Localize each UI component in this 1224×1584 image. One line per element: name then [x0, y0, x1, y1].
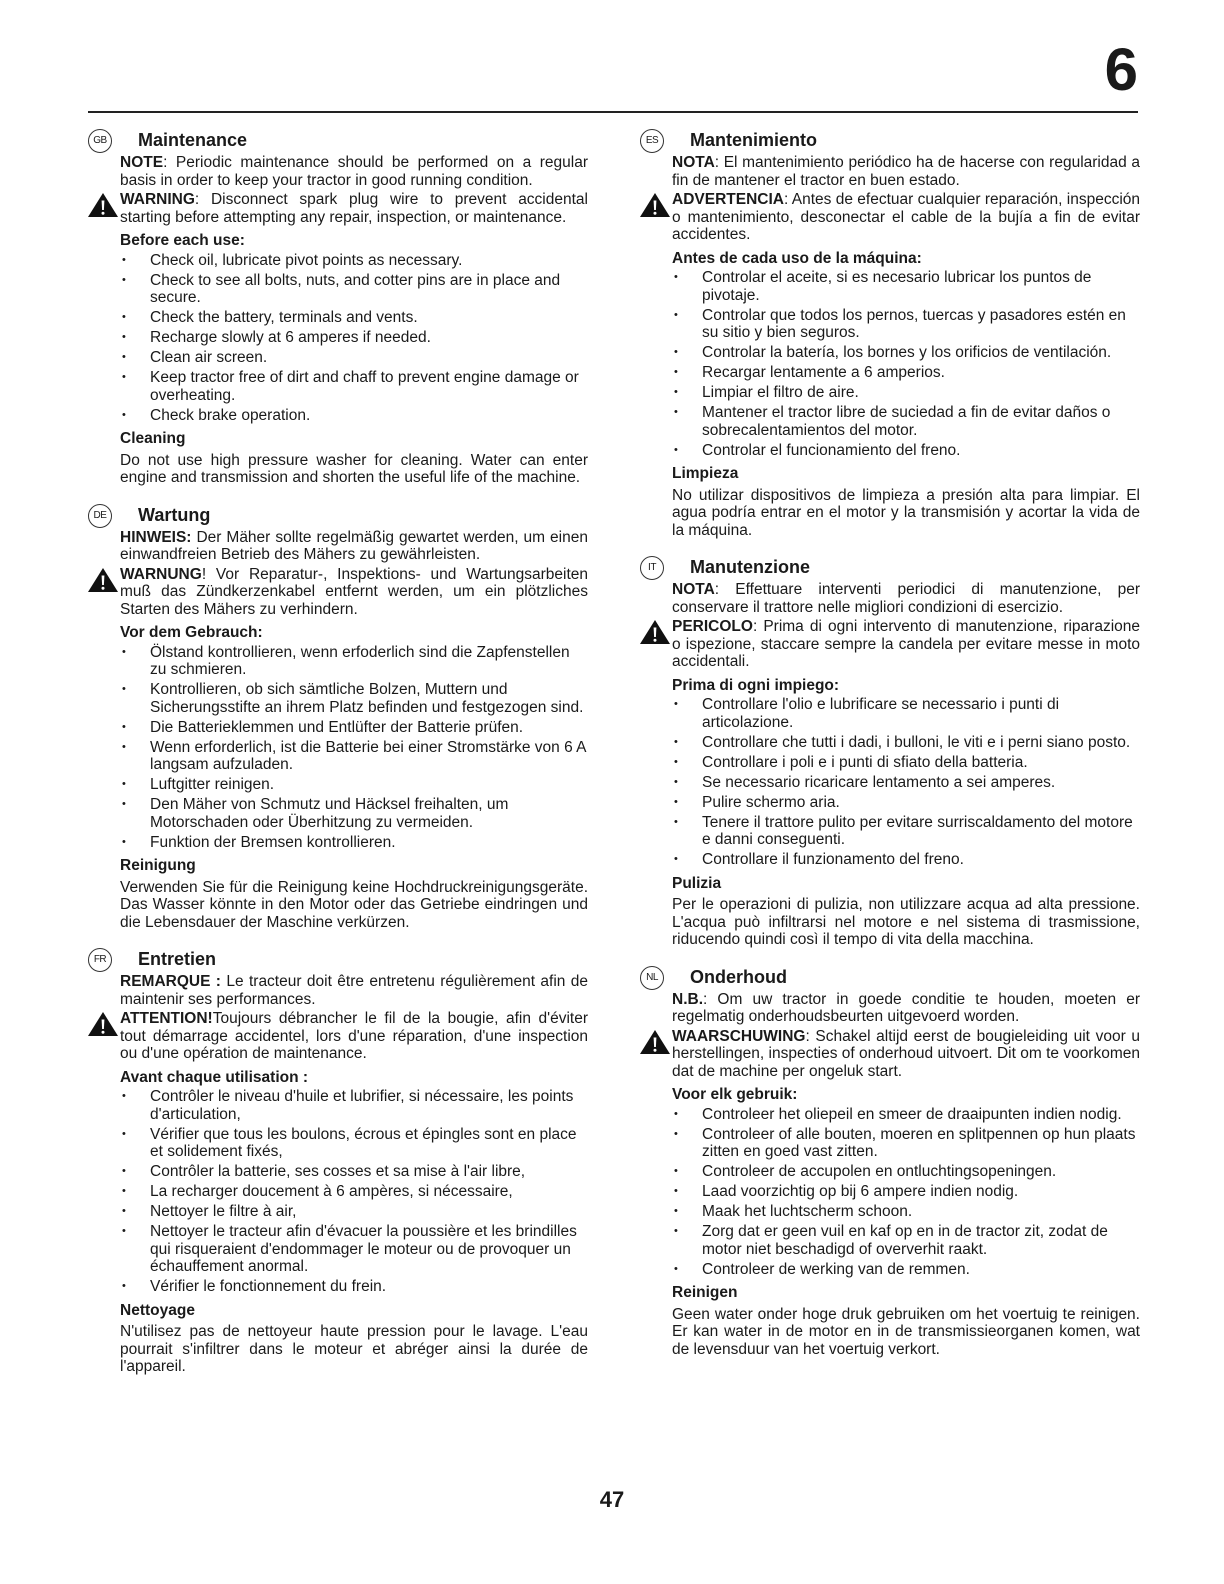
cleaning-text: Per le operazioni di pulizia, non utilizzare acqua ad alta pressione. L'acqua può infiltrarsi nel motore e nel sistema di trasmissione, riducendo quindi così il tempo di vita della macchina.: [672, 896, 1140, 948]
checklist-item: • Luftgitter reinigen.: [120, 776, 588, 794]
checklist: [120, 252, 588, 425]
checklist-item: • Controleer of alle bouten, moeren en splitpennen op hun plaats zitten en goed vast zitten.: [672, 1126, 1140, 1161]
section-it: [640, 555, 1140, 949]
warning-paragraph: [672, 618, 1140, 671]
warning-text: ! Vor Reparatur-, Inspektions- und Wartungsarbeiten muß das Zündkerzenkabel entfernt werden, um ein plötzliches Starten des Mähers zu verhindern.: [120, 565, 588, 618]
page-number: 6: [1104, 36, 1138, 103]
checklist: [120, 1088, 588, 1296]
checklist-item: • Recargar lentamente a 6 amperios.: [672, 364, 1140, 382]
checklist-item: • Maak het luchtscherm schoon.: [672, 1203, 1140, 1221]
language-badge: FR: [88, 948, 112, 972]
checklist-item: • Pulire schermo aria.: [672, 794, 1140, 812]
language-badge: NL: [640, 966, 664, 990]
checklist-item: • Mantener el tractor libre de suciedad a fin de evitar daños o sobrecalentamientos del motor.: [672, 404, 1140, 439]
cleaning-text: Geen water onder hoge druk gebruiken om het voertuig te reinigen. Er kan water in de motor en in de transmissieorganen komen, wat de levensduur van het voertuig verkort.: [672, 1305, 1140, 1358]
checklist-item: • Funktion der Bremsen kontrollieren.: [120, 834, 588, 852]
right-column: [640, 128, 1140, 1374]
checklist-item: • Zorg dat er geen vuil en kaf op en in de tractor zit, zodat de motor niet beschadigd of oververhit raakt.: [672, 1223, 1140, 1258]
checklist-item: • Controllare che tutti i dadi, i bulloni, le viti e i perni siano posto.: [672, 734, 1140, 752]
section-title: Onderhoud: [690, 966, 787, 987]
note-label: NOTA: [672, 581, 715, 598]
section-header: [88, 947, 588, 973]
warning-icon: [87, 192, 119, 218]
cleaning-heading: Pulizia: [672, 874, 722, 892]
cleaning-text: N'utilisez pas de nettoyeur haute pression pour le lavage. L'eau pourrait s'infiltrer dans le moteur et abréger ainsi la durée de l'appareil.: [120, 1323, 588, 1375]
note-paragraph: [120, 154, 588, 189]
checklist-item: • Controllare i poli e i punti di sfiato della batteria.: [672, 754, 1140, 772]
before-use-heading: Before each use:: [120, 232, 245, 249]
warning-label: PERICOLO: [672, 618, 753, 635]
section-gb: [88, 128, 588, 487]
section-body: [120, 154, 588, 487]
checklist-item: • Controlar el funcionamiento del freno.: [672, 442, 1140, 460]
section-body: [120, 529, 588, 932]
checklist-item: • Den Mäher von Schmutz und Häcksel freihalten, um Motorschaden oder Überhitzung zu vermeiden.: [120, 796, 588, 831]
section-body: [120, 973, 588, 1376]
warning-icon: [639, 619, 671, 645]
note-text: Le tracteur doit être entretenu régulièrement afin de maintenir ses performances.: [120, 973, 589, 1008]
warning-icon: [639, 192, 671, 218]
warning-label: ATTENTION!: [120, 1010, 213, 1027]
checklist-item: • Controllare l'olio e lubrificare se necessario i punti di articolazione.: [672, 696, 1140, 731]
section-title: Wartung: [138, 504, 211, 525]
warning-paragraph: [120, 191, 588, 226]
checklist-item: • Check brake operation.: [120, 407, 588, 425]
section-header: [640, 555, 1140, 581]
warning-icon: [639, 1029, 671, 1055]
section-title: Manutenzione: [690, 557, 810, 577]
checklist-item: • Check oil, lubricate pivot points as necessary.: [120, 252, 588, 270]
warning-text: : Disconnect spark plug wire to prevent accidental starting before attempting any repair, inspection, or maintenance.: [120, 191, 588, 226]
checklist-item: • Laad voorzichtig op bij 6 ampere indien nodig.: [672, 1183, 1140, 1201]
checklist-item: • Controlar que todos los pernos, tuercas y pasadores estén en su sitio y bien seguros.: [672, 307, 1140, 342]
section-fr: [88, 947, 588, 1376]
checklist-item: • Recharge slowly at 6 amperes if needed.: [120, 329, 588, 347]
section-title: Maintenance: [138, 130, 248, 150]
cleaning-heading: Reinigung: [120, 857, 196, 874]
checklist-item: • Vérifier le fonctionnement du frein.: [120, 1278, 588, 1296]
warning-label: WAARSCHUWING: [672, 1027, 806, 1045]
checklist-item: • Contrôler la batterie, ses cosses et sa mise à l'air libre,: [120, 1163, 588, 1181]
note-paragraph: [672, 991, 1140, 1026]
before-use-heading: Avant chaque utilisation :: [120, 1068, 309, 1086]
warning-text: : Schakel altijd eerst de bougieleiding uit voor u herstellingen, inspecties of onderhoud uitvoert. Dit om te voorkomen dat de machine per ongeluk start.: [672, 1027, 1140, 1080]
warning-label: ADVERTENCIA: [672, 191, 784, 208]
note-text: : Om uw tractor in goede conditie te houden, moeten er regelmatig onderhoudsbeurten uitgevoerd worden.: [672, 990, 1140, 1025]
warning-text: : Prima di ogni intervento di manutenzione, riparazione o ispezione, staccare sempre la candela per evitare messe in moto accidentali.: [672, 618, 1140, 670]
checklist-item: • Controllare il funzionamento del freno.: [672, 851, 1140, 869]
checklist-item: • Ölstand kontrollieren, wenn erfoderlich sind die Zapfenstellen zu schmieren.: [120, 644, 588, 679]
warning-paragraph: [672, 1028, 1140, 1081]
checklist-item: • Contrôler le niveau d'huile et lubrifier, si nécessaire, les points d'articulation,: [120, 1088, 588, 1123]
checklist-item: • Kontrollieren, ob sich sämtliche Bolzen, Muttern und Sicherungsstifte an ihrem Platz befinden und festgezogen sind.: [120, 681, 588, 716]
note-label: REMARQUE :: [120, 973, 221, 990]
note-text: : Periodic maintenance should be performed on a regular basis in order to keep your tractor in good running condition.: [120, 154, 588, 189]
checklist: [672, 1106, 1140, 1279]
warning-paragraph: [120, 566, 588, 619]
note-paragraph: [120, 973, 588, 1008]
language-badge: IT: [640, 556, 664, 580]
header-rule: [88, 111, 1138, 113]
checklist-item: • Se necessario ricaricare lentamento a sei amperes.: [672, 774, 1140, 792]
checklist-item: • Clean air screen.: [120, 349, 588, 367]
checklist-item: • Controlar el aceite, si es necesario lubricar los puntos de pivotaje.: [672, 269, 1140, 304]
section-body: [672, 581, 1140, 949]
warning-icon: [87, 567, 119, 593]
section-body: [672, 991, 1140, 1359]
warning-paragraph: [120, 1010, 588, 1063]
checklist-item: • Die Batterieklemmen und Entlüfter der Batterie prüfen.: [120, 719, 588, 737]
checklist-item: • Controleer het oliepeil en smeer de draaipunten indien nodig.: [672, 1106, 1140, 1124]
checklist: [672, 696, 1140, 869]
language-badge: ES: [640, 129, 664, 153]
section-header: [88, 503, 588, 529]
checklist: [120, 644, 588, 852]
checklist-item: • Controleer de werking van de remmen.: [672, 1261, 1140, 1279]
section-header: [640, 128, 1140, 154]
warning-text: Toujours débrancher le fil de la bougie, afin d'éviter tout démarrage accidentel, lors d'une réparation, d'une inspection ou d'une opération de maintenance.: [120, 1010, 588, 1062]
checklist-item: • Nettoyer le filtre à air,: [120, 1203, 588, 1221]
warning-label: WARNUNG: [120, 565, 202, 583]
checklist: [672, 269, 1140, 459]
language-badge: GB: [88, 129, 112, 153]
checklist-item: • Wenn erforderlich, ist die Batterie bei einer Stromstärke von 6 A langsam aufzuladen.: [120, 739, 588, 774]
note-paragraph: [120, 529, 588, 564]
note-text: Der Mäher sollte regelmäßig gewartet werden, um einen einwandfreien Betrieb des Mähers zu gewährleisten.: [120, 528, 588, 563]
checklist-item: • Keep tractor free of dirt and chaff to prevent engine damage or overheating.: [120, 369, 588, 404]
note-label: NOTE: [120, 154, 164, 171]
cleaning-text: No utilizar dispositivos de limpieza a presión alta para limpiar. El agua podría entrar en el motor y la transmisión y acortar la vida de la máquina.: [672, 486, 1140, 539]
section-nl: [640, 965, 1140, 1359]
cleaning-text: Verwenden Sie für die Reinigung keine Hochdruckreinigungsgeräte. Das Wasser könnte in den Motor oder das Getriebe eindringen und die Lebensdauer der Maschine verkürzen.: [120, 878, 588, 931]
checklist-item: • Controleer de accupolen en ontluchtingsopeningen.: [672, 1163, 1140, 1181]
note-label: N.B.: [672, 990, 703, 1008]
before-use-heading: Vor dem Gebrauch:: [120, 624, 263, 641]
section-title: Entretien: [138, 949, 217, 969]
cleaning-heading: Limpieza: [672, 465, 739, 482]
language-badge: DE: [88, 504, 112, 528]
checklist-item: • Nettoyer le tracteur afin d'évacuer la poussière et les brindilles qui risqueraient d'endommager le moteur ou de provoquer un échauffement anormal.: [120, 1223, 588, 1276]
checklist-item: • Tenere il trattore pulito per evitare surriscaldamento del motore e danni conseguenti.: [672, 814, 1140, 849]
checklist-item: • Controlar la batería, los bornes y los orificios de ventilación.: [672, 344, 1140, 362]
section-header: [88, 128, 588, 154]
note-text: : El mantenimiento periódico ha de hacerse con regularidad a fin de mantener el tractor en buen estado.: [672, 154, 1140, 189]
note-paragraph: [672, 581, 1140, 616]
note-label: HINWEIS:: [120, 528, 192, 546]
cleaning-heading: Nettoyage: [120, 1301, 195, 1319]
checklist-item: • La recharger doucement à 6 ampères, si nécessaire,: [120, 1183, 588, 1201]
section-de: [88, 503, 588, 932]
checklist-item: • Check to see all bolts, nuts, and cotter pins are in place and secure.: [120, 272, 588, 307]
before-use-heading: Voor elk gebruik:: [672, 1086, 798, 1103]
section-title: Mantenimiento: [690, 130, 818, 150]
cleaning-heading: Reinigen: [672, 1284, 738, 1301]
checklist-item: • Limpiar el filtro de aire.: [672, 384, 1140, 402]
left-column: [88, 128, 588, 1392]
cleaning-heading: Cleaning: [120, 430, 186, 447]
warning-icon: [87, 1011, 119, 1037]
warning-paragraph: [672, 191, 1140, 244]
section-body: [672, 154, 1140, 539]
before-use-heading: Prima di ogni impiego:: [672, 676, 840, 694]
cleaning-text: Do not use high pressure washer for cleaning. Water can enter engine and transmission and shorten the useful life of the machine.: [120, 451, 588, 486]
note-label: NOTA: [672, 154, 715, 171]
warning-label: WARNING: [120, 191, 195, 208]
note-text: : Effettuare interventi periodici di manutenzione, per conservare il trattore nelle migliori condizioni di esercizio.: [672, 581, 1140, 616]
section-header: [640, 965, 1140, 991]
checklist-item: • Check the battery, terminals and vents.: [120, 309, 588, 327]
section-es: [640, 128, 1140, 539]
warning-text: : Antes de efectuar cualquier reparación, inspección o mantenimiento, desconectar el cable de la bujía a fin de evitar accidentes.: [672, 191, 1140, 243]
checklist-item: • Vérifier que tous les boulons, écrous et épingles sont en place et solidement fixés,: [120, 1126, 588, 1161]
footer-page-number: 47: [599, 1487, 625, 1512]
before-use-heading: Antes de cada uso de la máquina:: [672, 249, 922, 267]
note-paragraph: [672, 154, 1140, 189]
